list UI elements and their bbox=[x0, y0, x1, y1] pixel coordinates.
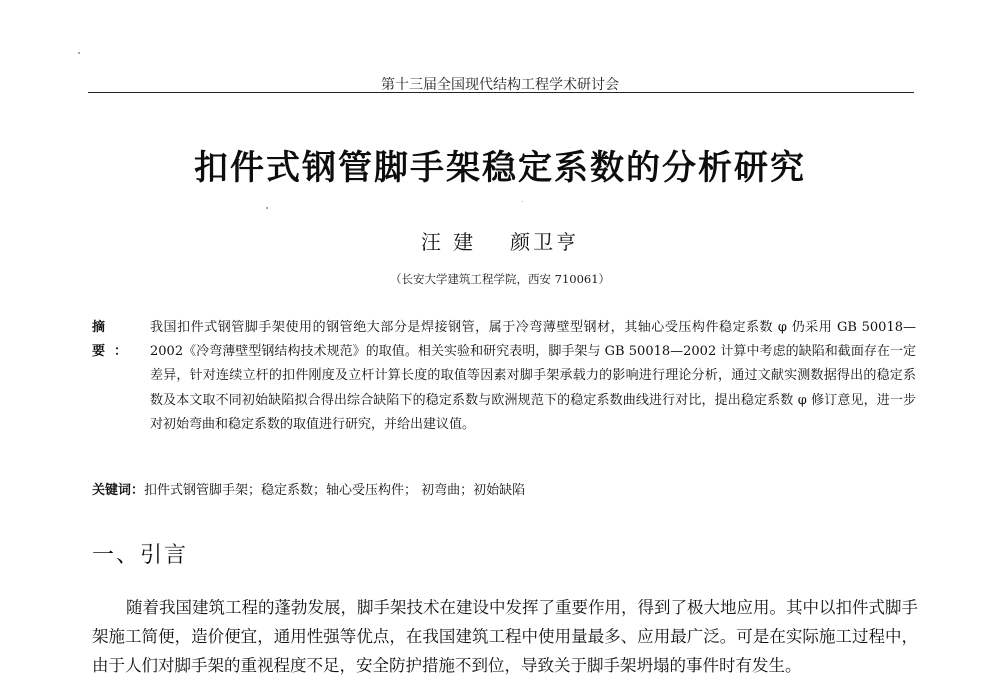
header-rule bbox=[88, 92, 914, 93]
abstract-section bbox=[92, 316, 916, 437]
affiliation: （长安大学建筑工程学院，西安 710061） bbox=[389, 272, 611, 286]
keywords-text: 扣件式钢管脚手架；稳定系数；轴心受压构件； 初弯曲；初始缺陷 bbox=[144, 483, 526, 498]
abstract-text: 我国扣件式钢管脚手架使用的钢管绝大部分是焊接钢管，属于冷弯薄壁型钢材，其轴心受压构件稳定系数 φ 仍采用 GB 50018—2002《冷弯薄壁型钢结构技术规范》的取值。相关实验和研究表明，脚手架与 GB 50018—2002 计算中考虑的缺陷和截面存在一定差异，针对连续立杆的扣件刚度及立杆计算长度的取值等因素对脚手架承载力的影响进行理论分析，通过文献实测数据得出的稳定系数及本文取不同初始缺陷拟合得出综合缺陷下的稳定系数与欧洲规范下的稳定系数曲线进行对比，提出稳定系数 φ 修订意见，进一步对初始弯曲和稳定系数的取值进行研究，并给出建议值。 bbox=[150, 320, 916, 432]
abstract-label: 摘 要： bbox=[92, 320, 137, 360]
author-name: 汪 建 bbox=[420, 230, 477, 254]
scan-speck bbox=[266, 207, 268, 209]
section-body-text: 随着我国建筑工程的蓬勃发展，脚手架技术在建设中发挥了重要作用，得到了极大地应用。其中以扣件式脚手架施工简便，造价便宜，通用性强等优点，在我国建筑工程中使用量最多、应用最广泛。可是在实际施工过程中，由于人们对脚手架的重视程度不足，安全防护措施不到位，导致关于脚手架坍塌的事件时有发生。 bbox=[92, 598, 918, 675]
scan-speck bbox=[78, 52, 80, 54]
author-list bbox=[0, 226, 1000, 255]
paper-title: 扣件式钢管脚手架稳定系数的分析研究 bbox=[194, 148, 806, 188]
section-heading: 一、引言 bbox=[92, 543, 189, 568]
keywords-line bbox=[92, 479, 916, 498]
scan-speck bbox=[522, 201, 523, 202]
author-name: 颜卫亨 bbox=[510, 230, 580, 254]
conference-header: 第十三届全国现代结构工程学术研讨会 bbox=[381, 77, 619, 93]
keywords-label: 关键词： bbox=[92, 483, 145, 498]
